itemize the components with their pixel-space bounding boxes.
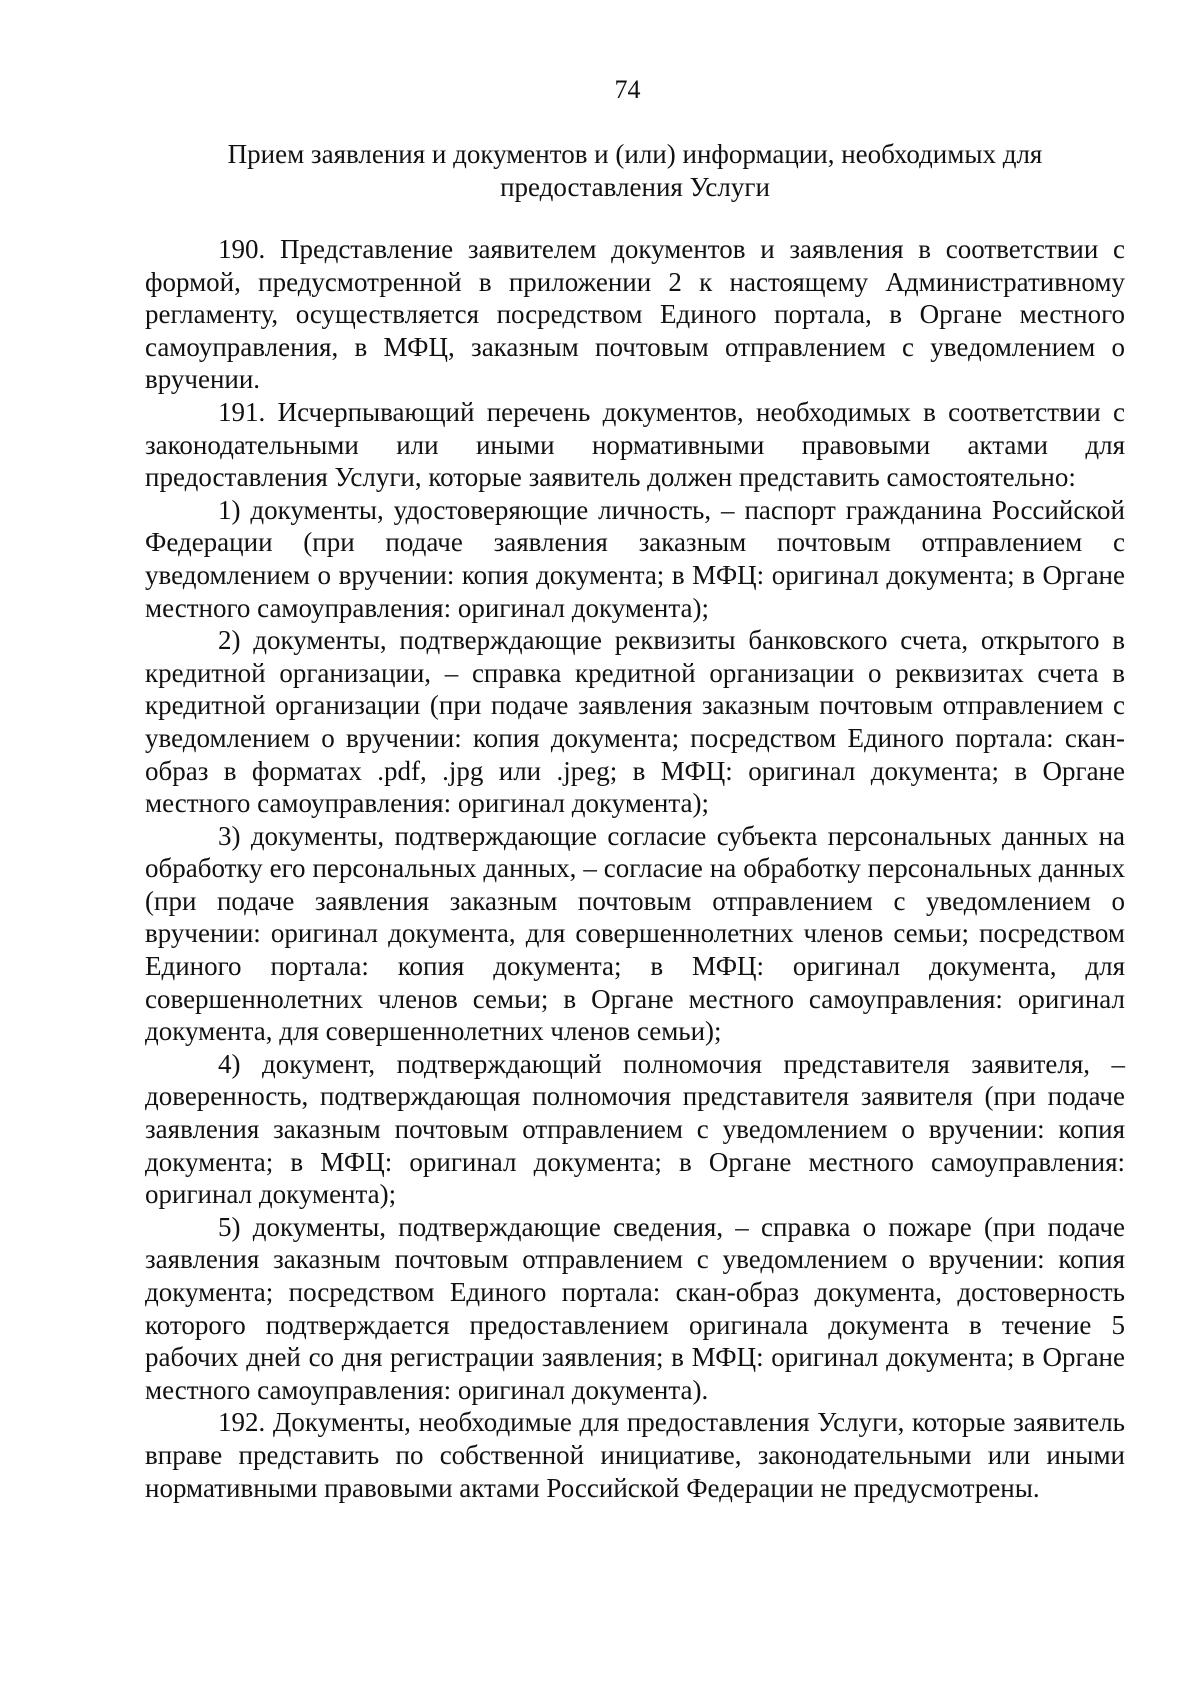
list-item-3: 3) документы, подтверждающие согласие субъекта персональных данных на обработку его персональных данных, – согласие на обработку персональных данных (при подаче заявления заказным почтовым отправлением с уведомлением о вручении: оригинал документа, для совершеннолетних членов семьи; посредством Единого портала: копия документа; в МФЦ: оригинал документа, для совершеннолетних членов семьи; в Органе местного самоуправления: оригинал документа, для совершеннолетних членов семьи); [145,820,1125,1047]
list-item-1: 1) документы, удостоверяющие личность, – паспорт гражданина Российской Федерации (при подаче заявления заказным почтовым отправлением с уведомлением о вручении: копия документа; в МФЦ: оригинал документа; в Органе местного самоуправления: оригинал документа); [145,494,1125,623]
paragraph-191: 191. Исчерпывающий перечень документов, необходимых в соответствии с законодательными или иными нормативными правовыми актами для предоставления Услуги, которые заявитель должен представить самостоятельно: [145,396,1125,493]
section-heading [145,138,1125,204]
section-heading-line-1: Прием заявления и документов и (или) информации, необходимых для [227,139,1043,169]
list-item-2: 2) документы, подтверждающие реквизиты банковского счета, открытого в кредитной организации, – справка кредитной организации о реквизитах счета в кредитной организации (при подаче заявления заказным почтовым отправлением с уведомлением о вручении: копия документа; посредством Единого портала: скан-образ в форматах .pdf, .jpg или .jpeg; в МФЦ: оригинал документа; в Органе местного самоуправления: оригинал документа); [145,625,1125,819]
list-item-4: 4) документ, подтверждающий полномочия представителя заявителя, – доверенность, подтверждающая полномочия представителя заявителя (при подаче заявления заказным почтовым отправлением с уведомлением о вручении: копия документа; в МФЦ: оригинал документа; в Органе местного самоуправления: оригинал документа); [145,1048,1125,1210]
section-heading-line-2: предоставления Услуги [500,172,770,202]
paragraph-192: 192. Документы, необходимые для предоставления Услуги, которые заявитель вправе представить по собственной инициативе, законодательными или иными нормативными правовыми актами Российской Федерации не предусмотрены. [145,1407,1125,1503]
document-body [145,233,1125,1504]
list-item-5: 5) документы, подтверждающие сведения, – справка о пожаре (при подаче заявления заказным почтовым отправлением с уведомлением о вручении: копия документа; посредством Единого портала: скан-образ документа, достоверность которого подтверждается предоставлением оригинала документа в течение 5 рабочих дней со дня регистрации заявления; в МФЦ: оригинал документа; в Органе местного самоуправления: оригинал документа). [145,1211,1125,1405]
page-number: 74 [614,75,641,104]
paragraph-190: 190. Представление заявителем документов и заявления в соответствии с формой, предусмотренной в приложении 2 к настоящему Административному регламенту, осуществляется посредством Единого портала, в Органе местного самоуправления, в МФЦ, заказным почтовым отправлением с уведомлением о вручении. [145,234,1125,395]
